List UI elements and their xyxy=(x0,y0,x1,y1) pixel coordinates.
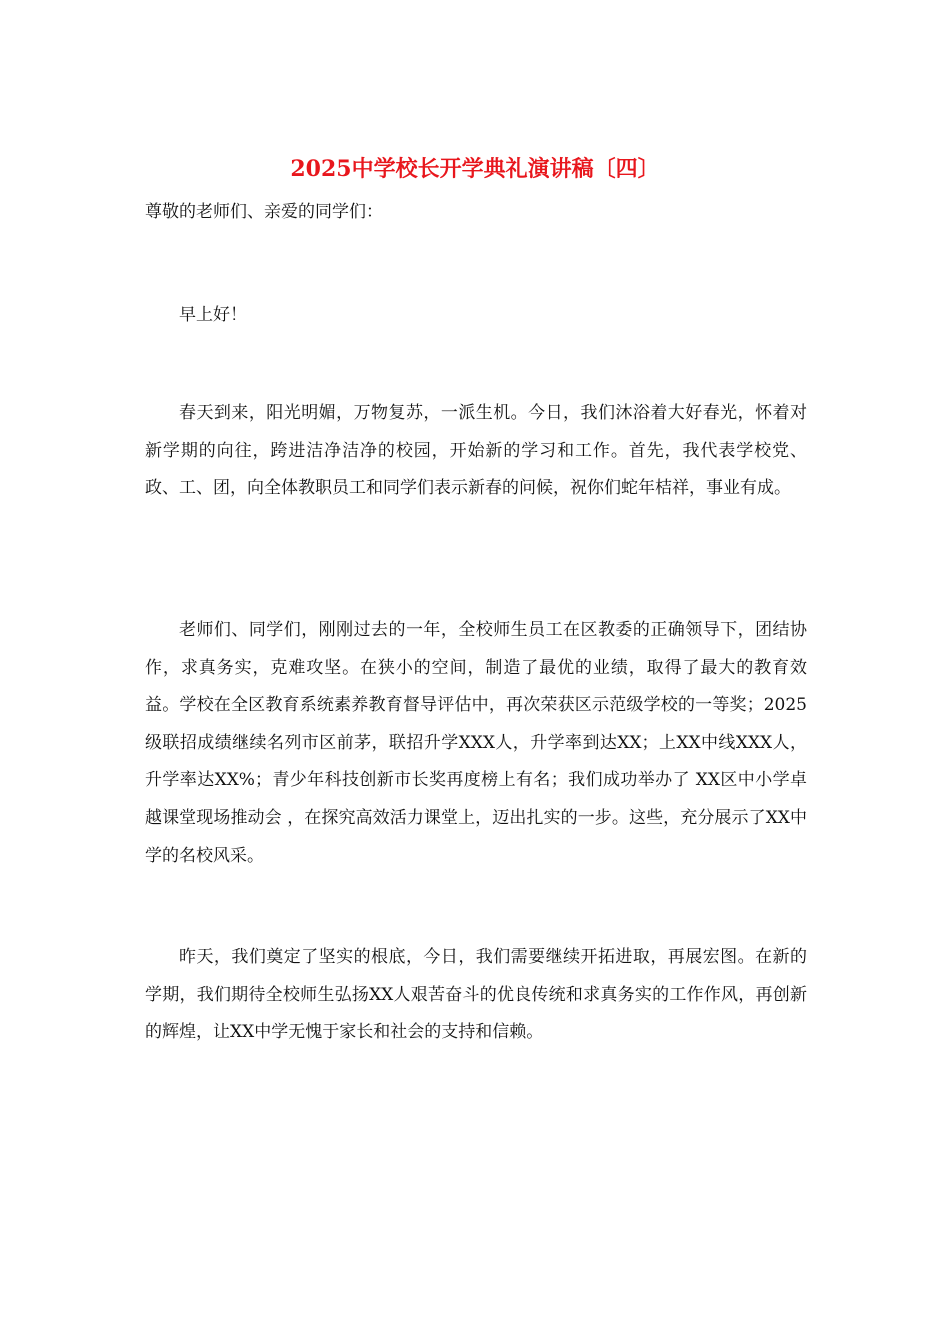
paragraph-future: 昨天，我们奠定了坚实的根底，今日，我们需要继续开拓进取，再展宏图。在新的学期，我们期待全校师生弘扬XX人艰苦奋斗的优良传统和求真务实的工作作风，再创新的辉煌，让XX中学无愧于家长和社会的支持和信赖。 xyxy=(145,947,807,1043)
greeting: 尊敬的老师们、亲爱的同学们： xyxy=(145,202,383,222)
paragraph-year-review: 老师们、同学们，刚刚过去的一年，全校师生员工在区教委的正确领导下，团结协作，求真务实，克难攻坚。在狭小的空间，制造了最优的业绩，取得了最大的教育效益。学校在全区教育系统素养教育督导评估中，再次荣获区示范级学校的一等奖；2025级联招成绩继续名列市区前茅，联招升学XXX人，升学率到达XX；上XX中线XXX人，升学率达XX%；青少年科技创新市长奖再度榜上有名；我们成功举办了 XX区中小学卓越课堂现场推动会 ，在探究高效活力课堂上，迈出扎实的一步。这些，充分展示了XX中学的名校风采。 xyxy=(145,620,807,866)
paragraph-spring: 春天到来，阳光明媚，万物复苏，一派生机。今日，我们沐浴着大好春光，怀着对新学期的向往，跨进洁净洁净的校园，开始新的学习和工作。首先，我代表学校党、政、工、团，向全体教职员工和同学们表示新春的问候，祝你们蛇年桔祥，事业有成。 xyxy=(145,403,807,499)
paragraph-morning-greeting: 早上好！ xyxy=(179,305,247,325)
document-title: 2025中学校长开学典礼演讲稿〔四〕 xyxy=(290,156,660,182)
